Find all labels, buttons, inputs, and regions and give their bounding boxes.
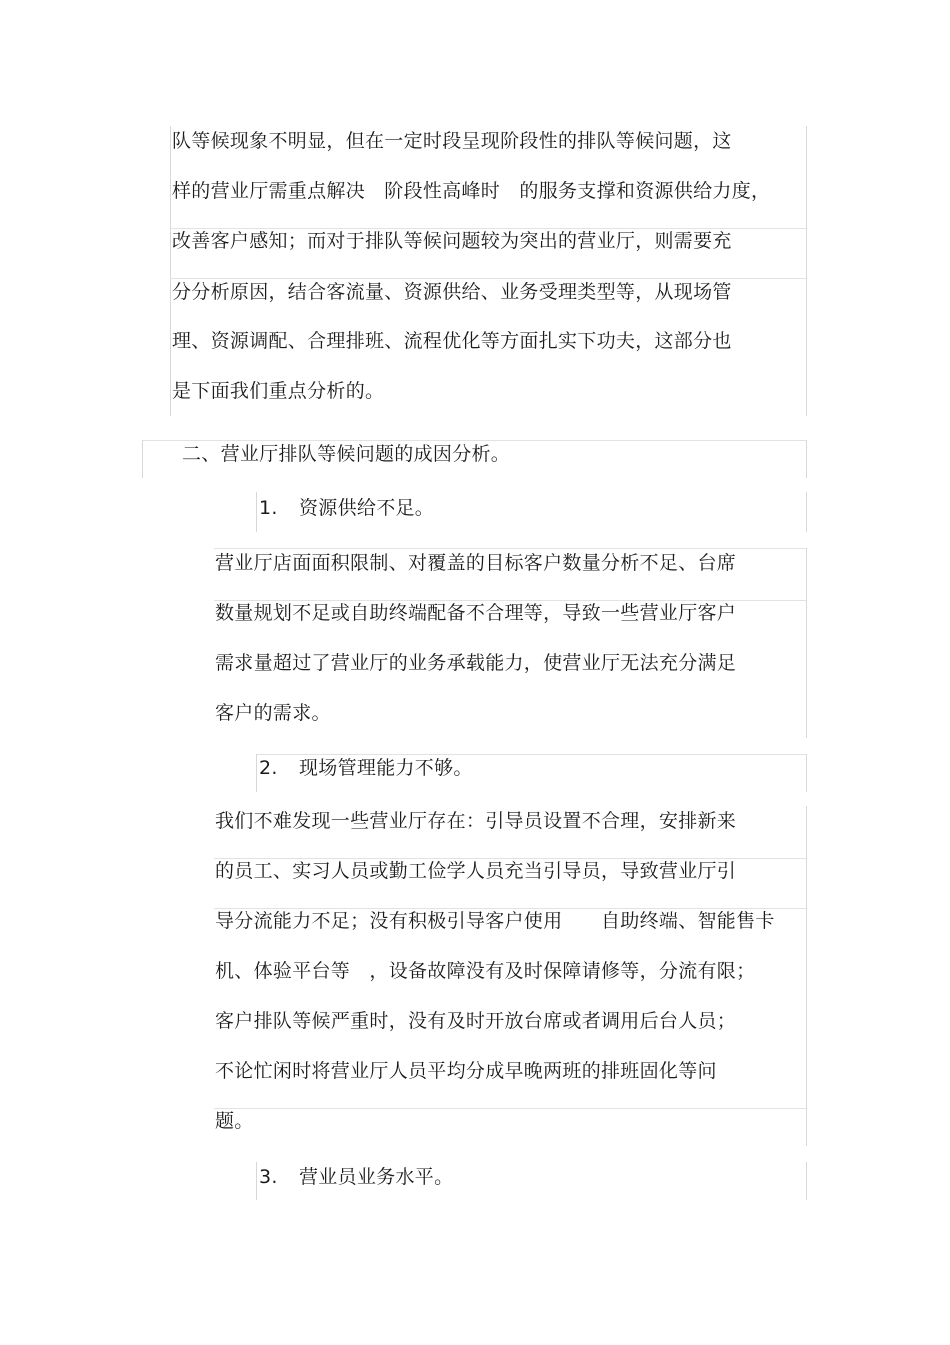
item1-line-4: 客户的需求。 xyxy=(215,702,331,724)
item2-line-6: 不论忙闲时将营业厅人员平均分成早晚两班的排班固化等问 xyxy=(215,1060,717,1082)
paragraph1-line-5: 理、资源调配、合理排班、流程优化等方面扎实下功夫，这部分也 xyxy=(172,330,732,352)
item3-heading xyxy=(259,1164,453,1190)
section-heading: 二、营业厅排队等候问题的成因分析。 xyxy=(182,443,511,465)
item2-line-2: 的员工、实习人员或勤工俭学人员充当引导员，导致营业厅引 xyxy=(215,860,737,882)
rule-left-5 xyxy=(256,754,257,792)
rule-right-1 xyxy=(806,126,807,416)
item1-title: 资源供给不足。 xyxy=(299,497,435,519)
rule-h-4 xyxy=(214,548,806,549)
item3-title: 营业员业务水平。 xyxy=(299,1166,454,1188)
rule-right-5 xyxy=(806,754,807,792)
paragraph1-line-4: 分分析原因，结合客流量、资源供给、业务受理类型等，从现场管 xyxy=(172,281,732,303)
rule-h-9 xyxy=(214,1108,806,1109)
item1-line-3: 需求量超过了营业厅的业务承载能力，使营业厅无法充分满足 xyxy=(215,652,737,674)
rule-left-7 xyxy=(256,1162,257,1200)
item2-line-4: 机、体验平台等 ，设备故障没有及时保障请修等，分流有限； xyxy=(215,960,756,982)
paragraph1-line-2: 样的营业厅需重点解决 阶段性高峰时 的服务支撑和资源供给力度， xyxy=(172,180,771,202)
item2-heading xyxy=(259,755,473,781)
item1-heading xyxy=(259,495,434,521)
item2-line-3: 导分流能力不足；没有积极引导客户使用 自助终端、智能售卡 xyxy=(215,910,775,932)
rule-right-7 xyxy=(806,1162,807,1200)
item2-title: 现场管理能力不够。 xyxy=(299,757,473,779)
rule-left-2 xyxy=(142,440,143,478)
item2-line-1: 我们不难发现一些营业厅存在：引导员设置不合理，安排新来 xyxy=(215,810,737,832)
rule-right-6 xyxy=(806,806,807,1146)
rule-right-4 xyxy=(806,548,807,738)
item1-line-1: 营业厅店面面积限制、对覆盖的目标客户数量分析不足、台席 xyxy=(215,552,737,574)
rule-left-3 xyxy=(256,492,257,532)
paragraph1-line-6: 是下面我们重点分析的。 xyxy=(172,380,385,402)
item2-line-5: 客户排队等候严重时，没有及时开放台席或者调用后台人员； xyxy=(215,1010,737,1032)
item2-line-7: 题。 xyxy=(215,1110,254,1132)
item1-line-2: 数量规划不足或自助终端配备不合理等，导致一些营业厅客户 xyxy=(215,602,737,624)
rule-left-1 xyxy=(170,126,171,416)
paragraph1-line-1: 队等候现象不明显，但在一定时段呈现阶段性的排队等候问题，这 xyxy=(172,130,732,152)
item2-number: 2. xyxy=(259,757,278,779)
paragraph1-line-3: 改善客户感知；而对于排队等候问题较为突出的营业厅，则需要充 xyxy=(172,230,732,252)
item1-number: 1. xyxy=(259,497,278,519)
rule-right-3 xyxy=(806,492,807,532)
rule-right-2 xyxy=(806,440,807,478)
item3-number: 3. xyxy=(259,1166,278,1188)
